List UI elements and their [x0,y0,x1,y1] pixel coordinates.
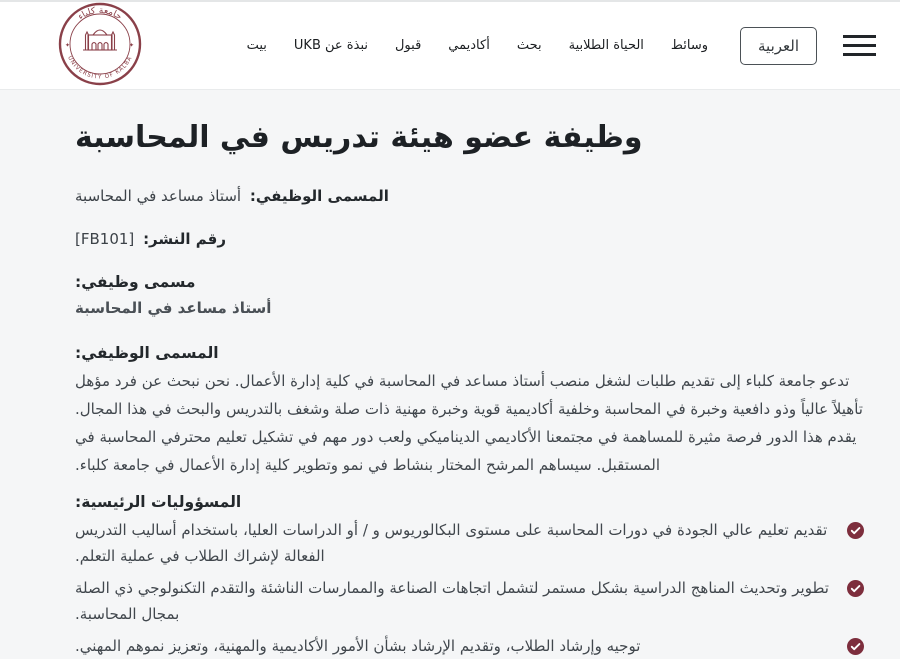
responsibilities-heading: المسؤوليات الرئيسية: [75,492,242,511]
seal-arc-english: UNIVERSITY OF KALBA [66,54,134,81]
main-nav [247,38,708,53]
page-title: وظيفة عضو هيئة تدريس في المحاسبة [75,120,643,155]
nav-item-student-life[interactable]: الحياة الطلابية [568,38,644,53]
responsibility-text: توجيه وإرشاد الطلاب، وتقديم الإرشاد بشأن الأمور الأكاديمية والمهنية، وتعزيز نموهم المهني. [75,637,641,656]
seal-arc-arabic: جامعة كلباء [76,5,124,22]
job-posting-content [75,116,882,659]
svg-text:✦: ✦ [129,41,135,49]
job-title-value: أستاذ مساعد في المحاسبة [75,186,242,205]
hamburger-menu-icon[interactable] [843,29,876,62]
nav-item-academics[interactable]: أكاديمي [448,38,490,53]
responsibility-item [75,517,864,569]
responsibilities-list [75,517,864,659]
job-title-line [75,186,864,208]
responsibility-item [75,575,864,627]
university-logo[interactable] [58,2,142,90]
job-description-text: تدعو جامعة كلباء إلى تقديم طلبات لشغل منصب أستاذ مساعد في المحاسبة في كلية إدارة الأعمال. نحن نبحث عن فرد مؤهل تأهيلاً عالياً وذو دافعية وخبرة في المحاسبة وخلفية أكاديمية قوية وخبرة مهنية ذات صلة وشغف بالتدريس والبحث في هذا المجال. يقدم هذا الدور فرصة مثيرة للمساهمة في مجتمعنا الأكاديمي الديناميكي ولعب دور مهم في تشكيل تعليم محترفي المحاسبة في المستقبل. سيساهم المرشح المختار بنشاط في نمو وتطوير كلية إدارة الأعمال في جامعة كلباء. [75,371,863,474]
nav-item-research[interactable]: بحث [516,38,542,53]
job-description-heading: المسمى الوظيفي: [75,344,219,363]
responsibility-text: تطوير وتحديث المناهج الدراسية بشكل مستمر لتشمل اتجاهات الصناعة والممارسات الناشئة والتقدم التكنولوجي ذي الصلة بمجال المحاسبة. [75,579,829,624]
job-title-label: المسمى الوظيفي: [249,186,389,205]
responsibility-text: تقديم تعليم عالي الجودة في دورات المحاسبة على مستوى البكالوريوس و / أو الدراسات العليا، باستخدام أساليب التدريس الفعالة لإشراك الطلاب في عملية التعلم. [75,521,828,566]
nav-item-media[interactable]: وسائط [670,38,708,53]
posting-number-line [75,229,864,251]
site-header [0,2,900,90]
nav-item-about-ukb[interactable]: نبذة عن UKB [293,38,368,53]
check-circle-icon [847,638,864,655]
language-switch-button[interactable]: العربية [740,27,817,65]
svg-text:✦: ✦ [65,41,71,49]
check-circle-icon [847,522,864,539]
seal-mosque-glyph [83,30,117,50]
posting-number-value: [FB101] [75,230,135,249]
responsibility-item [75,633,864,659]
nav-item-home[interactable]: بيت [246,38,267,53]
check-circle-icon [847,580,864,597]
job-name-value: أستاذ مساعد في المحاسبة [75,299,272,318]
university-seal-icon [58,2,142,86]
nav-item-admissions[interactable]: قبول [394,38,422,53]
job-name-heading: مسمى وظيفي: [75,273,196,291]
posting-number-label: رقم النشر: [143,230,226,249]
